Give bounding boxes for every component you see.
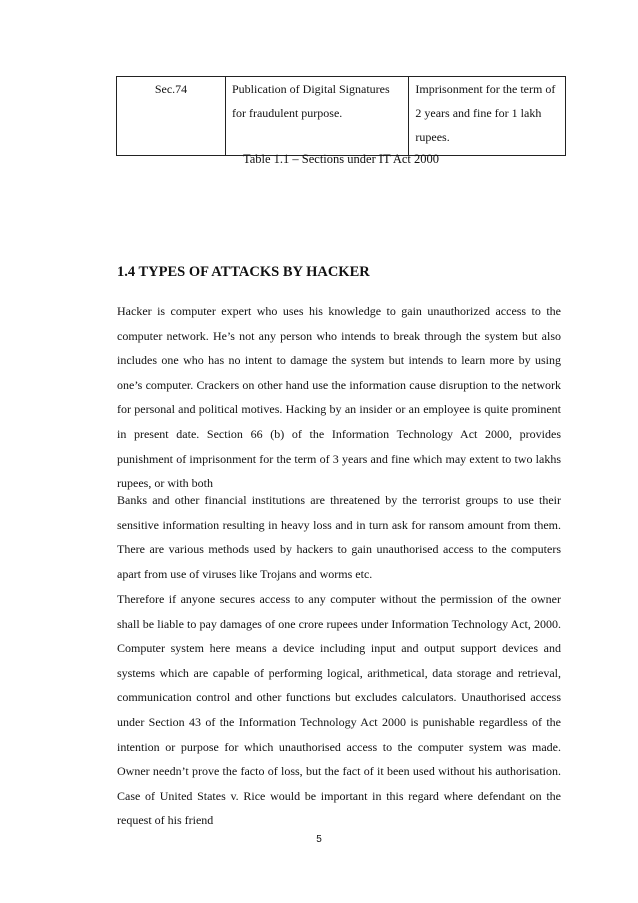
section-heading: 1.4 TYPES OF ATTACKS BY HACKER — [117, 264, 370, 280]
description-cell: Publication of Digital Signatures for fraudulent purpose. — [226, 77, 409, 156]
table-caption: Table 1.1 – Sections under IT Act 2000 — [242, 152, 440, 166]
it-act-sections-table — [116, 76, 566, 156]
page-number: 5 — [316, 834, 322, 845]
table-row — [117, 77, 566, 156]
section-cell: Sec.74 — [117, 77, 226, 156]
paragraph-financial-threats: Banks and other financial institutions are threatened by the terrorist groups to use their sensitive information resulting in heavy loss and in turn ask for ransom amount from them. There are various methods used by hackers to gain unauthorised access to the computers apart from use of viruses like Trojans and worms etc. — [117, 493, 561, 581]
punishment-cell: Imprisonment for the term of 2 years and fine for 1 lakh rupees. — [409, 77, 566, 156]
paragraph-hacker-definition: Hacker is computer expert who uses his knowledge to gain unauthorized access to the computer network. He’s not any person who intends to break through the system but also includes one who has no intent to damage the system but intends to learn more by using one’s computer. Crackers on other hand use the information cause disruption to the network for personal and political motives. Hacking by an insider or an employee is quite prominent in present date. Section 66 (b) of the Information Technology Act 2000, provides punishment of imprisonment for the term of 3 years and fine which may extent to two lakhs rupees, or with both — [117, 304, 561, 491]
paragraph-unauthorised-access: Therefore if anyone secures access to any computer without the permission of the owner shall be liable to pay damages of one crore rupees under Information Technology Act, 2000. Computer system here means a device including input and output support devices and systems which are capable of performing logical, arithmetical, data storage and retrieval, communication control and other functions but excludes calculators. Unauthorised access under Section 43 of the Information Technology Act 2000 is punishable regardless of the intention or purpose for which unauthorised access to the computer system was made. Owner needn’t prove the facto of loss, but the fact of it been used without his authorisation. Case of United States v. Rice would be important in this regard where defendant on the request of his friend — [117, 592, 561, 828]
